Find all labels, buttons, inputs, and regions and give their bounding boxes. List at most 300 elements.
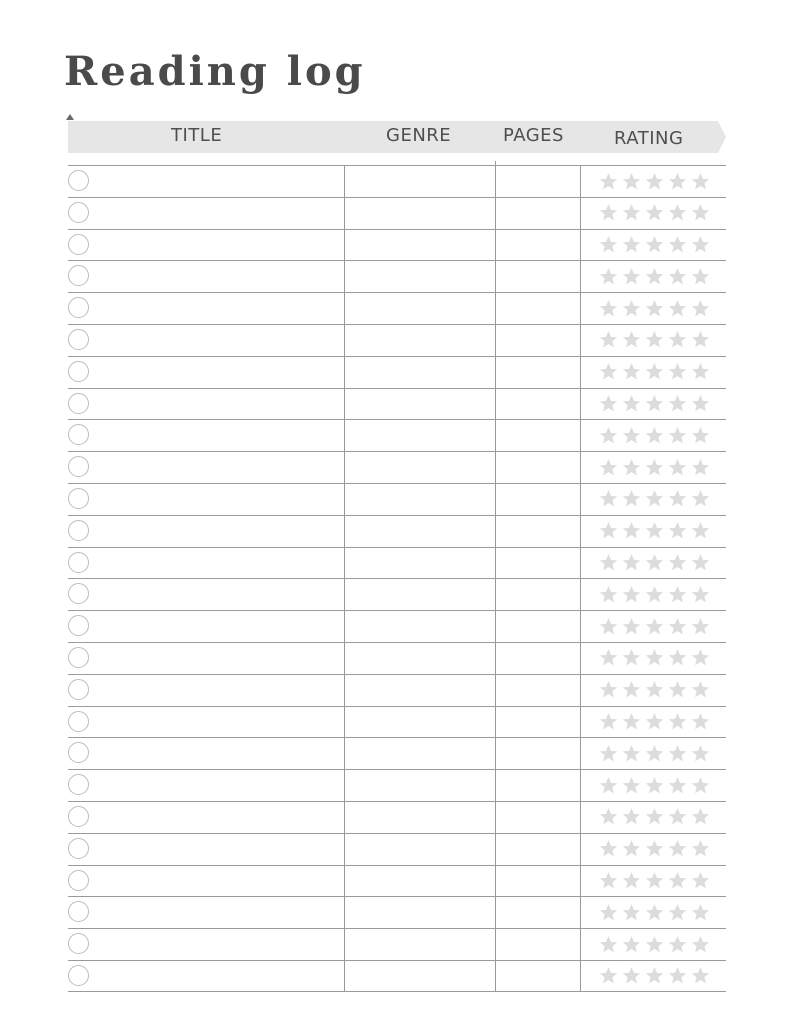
star-icon[interactable] [668,426,687,445]
circle-checkbox-icon[interactable] [68,265,89,286]
pages-cell[interactable] [496,643,580,674]
table-row [68,865,726,897]
star-icon[interactable] [668,648,687,667]
star-icon[interactable] [599,617,618,636]
genre-cell[interactable] [345,325,495,356]
star-icon[interactable] [668,903,687,922]
pages-cell[interactable] [496,357,580,388]
star-icon[interactable] [691,362,710,381]
genre-cell[interactable] [345,834,495,865]
star-icon[interactable] [645,458,664,477]
rating-cell [581,452,726,483]
genre-cell[interactable] [345,738,495,769]
title-cell[interactable] [94,707,344,738]
column-header-genre: GENRE [386,125,452,146]
star-icon[interactable] [668,394,687,413]
star-icon[interactable] [599,553,618,572]
star-rating [599,551,710,575]
star-icon[interactable] [645,267,664,286]
rating-cell [581,770,726,801]
pages-cell[interactable] [496,516,580,547]
genre-cell[interactable] [345,420,495,451]
title-cell[interactable] [94,230,344,261]
star-icon[interactable] [599,299,618,318]
star-icon[interactable] [668,617,687,636]
rating-cell [581,802,726,833]
star-icon[interactable] [691,903,710,922]
star-icon[interactable] [599,871,618,890]
star-rating [599,487,710,511]
star-rating [599,869,710,893]
genre-cell[interactable] [345,357,495,388]
pages-cell[interactable] [496,738,580,769]
title-cell[interactable] [94,961,344,991]
star-icon[interactable] [645,744,664,763]
pages-cell[interactable] [496,834,580,865]
star-icon[interactable] [645,680,664,699]
star-icon[interactable] [691,585,710,604]
pages-cell[interactable] [496,261,580,292]
star-rating [599,169,710,193]
pages-cell[interactable] [496,611,580,642]
star-rating [599,582,710,606]
star-icon[interactable] [599,680,618,699]
star-icon[interactable] [645,172,664,191]
genre-cell[interactable] [345,452,495,483]
genre-cell[interactable] [345,389,495,420]
circle-checkbox-icon[interactable] [68,329,89,350]
star-icon[interactable] [668,172,687,191]
star-icon[interactable] [645,394,664,413]
star-icon[interactable] [645,966,664,985]
table-row [68,165,726,197]
genre-cell[interactable] [345,897,495,928]
circle-checkbox-icon[interactable] [68,552,89,573]
genre-cell[interactable] [345,230,495,261]
star-icon[interactable] [599,648,618,667]
circle-checkbox-icon[interactable] [68,965,89,986]
circle-checkbox-icon[interactable] [68,297,89,318]
star-icon[interactable] [622,776,641,795]
genre-cell[interactable] [345,707,495,738]
pages-cell[interactable] [496,293,580,324]
star-icon[interactable] [599,521,618,540]
rating-cell [581,484,726,515]
star-icon[interactable] [691,172,710,191]
table-row [68,896,726,928]
star-icon[interactable] [645,648,664,667]
title-cell[interactable] [94,643,344,674]
star-rating [599,296,710,320]
star-icon[interactable] [599,712,618,731]
pages-cell[interactable] [496,866,580,897]
table-row [68,801,726,833]
star-icon[interactable] [599,966,618,985]
star-icon[interactable] [691,935,710,954]
genre-cell[interactable] [345,675,495,706]
star-icon[interactable] [622,966,641,985]
star-icon[interactable] [622,553,641,572]
rating-cell [581,961,726,991]
pages-cell[interactable] [496,961,580,991]
star-icon[interactable] [691,203,710,222]
star-icon[interactable] [668,235,687,254]
star-icon[interactable] [645,776,664,795]
title-cell[interactable] [94,484,344,515]
rating-cell [581,675,726,706]
star-icon[interactable] [622,648,641,667]
star-icon[interactable] [645,203,664,222]
star-icon[interactable] [645,935,664,954]
pages-cell[interactable] [496,897,580,928]
genre-cell[interactable] [345,961,495,991]
star-icon[interactable] [622,680,641,699]
pages-cell[interactable] [496,230,580,261]
title-cell[interactable] [94,420,344,451]
rating-cell [581,261,726,292]
circle-checkbox-icon[interactable] [68,393,89,414]
star-icon[interactable] [691,871,710,890]
star-icon[interactable] [668,712,687,731]
star-icon[interactable] [645,807,664,826]
table-row [68,229,726,261]
table-row [68,483,726,515]
rating-cell [581,357,726,388]
title-cell[interactable] [94,325,344,356]
rating-cell [581,866,726,897]
rating-cell [581,834,726,865]
circle-checkbox-icon[interactable] [68,679,89,700]
star-icon[interactable] [668,839,687,858]
star-rating [599,741,710,765]
star-icon[interactable] [645,553,664,572]
star-icon[interactable] [622,712,641,731]
circle-checkbox-icon[interactable] [68,202,89,223]
circle-checkbox-icon[interactable] [68,583,89,604]
table-row [68,324,726,356]
star-icon[interactable] [691,394,710,413]
pages-cell[interactable] [496,548,580,579]
title-cell[interactable] [94,293,344,324]
rating-cell [581,516,726,547]
star-icon[interactable] [645,489,664,508]
circle-checkbox-icon[interactable] [68,170,89,191]
pages-cell[interactable] [496,420,580,451]
star-rating [599,805,710,829]
genre-cell[interactable] [345,802,495,833]
pages-cell[interactable] [496,579,580,610]
star-icon[interactable] [622,744,641,763]
star-icon[interactable] [622,617,641,636]
column-header-title: TITLE [171,125,223,146]
rating-cell [581,738,726,769]
genre-cell[interactable] [345,929,495,960]
title-cell[interactable] [94,802,344,833]
star-icon[interactable] [668,585,687,604]
star-icon[interactable] [691,839,710,858]
title-cell[interactable] [94,866,344,897]
circle-checkbox-icon[interactable] [68,806,89,827]
title-cell[interactable] [94,770,344,801]
star-icon[interactable] [622,394,641,413]
column-header-pages: PAGES [503,125,564,146]
pages-cell[interactable] [496,389,580,420]
star-icon[interactable] [668,330,687,349]
pages-cell[interactable] [496,166,580,197]
genre-cell[interactable] [345,579,495,610]
circle-checkbox-icon[interactable] [68,711,89,732]
circle-checkbox-icon[interactable] [68,424,89,445]
genre-cell[interactable] [345,548,495,579]
rating-cell [581,897,726,928]
pages-cell[interactable] [496,802,580,833]
pages-cell[interactable] [496,929,580,960]
star-icon[interactable] [622,235,641,254]
star-rating [599,201,710,225]
circle-checkbox-icon[interactable] [68,615,89,636]
star-rating [599,360,710,384]
star-icon[interactable] [645,903,664,922]
star-icon[interactable] [599,903,618,922]
table-row [68,547,726,579]
star-icon[interactable] [645,362,664,381]
star-icon[interactable] [599,203,618,222]
star-rating [599,392,710,416]
title-cell[interactable] [94,452,344,483]
star-icon[interactable] [668,935,687,954]
star-icon[interactable] [668,807,687,826]
star-icon[interactable] [599,330,618,349]
star-icon[interactable] [599,776,618,795]
star-icon[interactable] [691,553,710,572]
star-icon[interactable] [622,458,641,477]
star-icon[interactable] [622,172,641,191]
circle-checkbox-icon[interactable] [68,901,89,922]
star-icon[interactable] [599,362,618,381]
circle-checkbox-icon[interactable] [68,933,89,954]
circle-checkbox-icon[interactable] [68,647,89,668]
star-icon[interactable] [622,839,641,858]
star-icon[interactable] [691,299,710,318]
star-rating [599,423,710,447]
table-row [68,706,726,738]
star-icon[interactable] [622,585,641,604]
star-icon[interactable] [645,330,664,349]
star-rating [599,678,710,702]
star-icon[interactable] [668,299,687,318]
star-icon[interactable] [668,362,687,381]
star-rating [599,264,710,288]
rating-cell [581,230,726,261]
star-icon[interactable] [622,807,641,826]
title-cell[interactable] [94,897,344,928]
table-row [68,833,726,865]
circle-checkbox-icon[interactable] [68,870,89,891]
star-icon[interactable] [622,267,641,286]
star-icon[interactable] [599,489,618,508]
star-icon[interactable] [668,776,687,795]
table-row [68,960,726,992]
star-icon[interactable] [645,426,664,445]
title-cell[interactable] [94,357,344,388]
pages-cell[interactable] [496,198,580,229]
column-divider-pages [495,161,496,992]
pages-cell[interactable] [496,484,580,515]
star-icon[interactable] [599,839,618,858]
rating-cell [581,707,726,738]
genre-cell[interactable] [345,484,495,515]
star-icon[interactable] [668,744,687,763]
star-rating [599,646,710,670]
star-icon[interactable] [599,807,618,826]
star-icon[interactable] [622,299,641,318]
star-icon[interactable] [691,807,710,826]
title-cell[interactable] [94,834,344,865]
star-icon[interactable] [599,935,618,954]
star-icon[interactable] [691,458,710,477]
genre-cell[interactable] [345,516,495,547]
star-icon[interactable] [668,966,687,985]
star-icon[interactable] [691,426,710,445]
star-icon[interactable] [645,617,664,636]
star-rating [599,519,710,543]
star-icon[interactable] [622,203,641,222]
table-row [68,642,726,674]
title-cell[interactable] [94,579,344,610]
title-cell[interactable] [94,738,344,769]
title-cell[interactable] [94,611,344,642]
column-divider-rating [580,165,581,992]
star-icon[interactable] [599,394,618,413]
pages-cell[interactable] [496,707,580,738]
rating-cell [581,325,726,356]
star-icon[interactable] [691,521,710,540]
star-icon[interactable] [691,648,710,667]
pages-cell[interactable] [496,675,580,706]
reading-log-table [68,165,726,992]
star-icon[interactable] [599,426,618,445]
star-rating [599,932,710,956]
genre-cell[interactable] [345,198,495,229]
rating-cell [581,166,726,197]
star-icon[interactable] [668,553,687,572]
star-icon[interactable] [622,903,641,922]
star-icon[interactable] [599,267,618,286]
table-row [68,197,726,229]
star-icon[interactable] [668,489,687,508]
table-row [68,292,726,324]
star-icon[interactable] [691,776,710,795]
rating-cell [581,389,726,420]
title-cell[interactable] [94,389,344,420]
genre-cell[interactable] [345,293,495,324]
star-icon[interactable] [622,935,641,954]
star-icon[interactable] [691,712,710,731]
genre-cell[interactable] [345,611,495,642]
star-icon[interactable] [668,458,687,477]
circle-checkbox-icon[interactable] [68,838,89,859]
star-icon[interactable] [599,744,618,763]
page-title: Reading log [64,48,366,95]
star-icon[interactable] [622,871,641,890]
star-icon[interactable] [622,330,641,349]
genre-cell[interactable] [345,166,495,197]
star-icon[interactable] [668,680,687,699]
star-icon[interactable] [622,489,641,508]
star-icon[interactable] [599,458,618,477]
title-cell[interactable] [94,516,344,547]
star-icon[interactable] [691,744,710,763]
title-cell[interactable] [94,929,344,960]
rating-cell [581,198,726,229]
genre-cell[interactable] [345,643,495,674]
pages-cell[interactable] [496,325,580,356]
star-icon[interactable] [599,172,618,191]
genre-cell[interactable] [345,261,495,292]
star-icon[interactable] [691,617,710,636]
star-icon[interactable] [599,235,618,254]
star-icon[interactable] [668,267,687,286]
rating-cell [581,643,726,674]
rating-cell [581,611,726,642]
star-icon[interactable] [622,521,641,540]
circle-checkbox-icon[interactable] [68,456,89,477]
star-rating [599,328,710,352]
star-icon[interactable] [622,362,641,381]
circle-checkbox-icon[interactable] [68,774,89,795]
star-icon[interactable] [645,712,664,731]
pages-cell[interactable] [496,770,580,801]
star-icon[interactable] [668,521,687,540]
star-icon[interactable] [691,235,710,254]
star-icon[interactable] [691,966,710,985]
title-cell[interactable] [94,261,344,292]
table-row [68,737,726,769]
table-row [68,356,726,388]
title-cell[interactable] [94,675,344,706]
star-icon[interactable] [645,521,664,540]
star-icon[interactable] [691,680,710,699]
table-row [68,674,726,706]
circle-checkbox-icon[interactable] [68,488,89,509]
star-icon[interactable] [645,235,664,254]
star-icon[interactable] [668,203,687,222]
title-cell[interactable] [94,548,344,579]
circle-checkbox-icon[interactable] [68,234,89,255]
star-icon[interactable] [645,299,664,318]
star-icon[interactable] [691,267,710,286]
star-icon[interactable] [622,426,641,445]
star-icon[interactable] [691,330,710,349]
title-cell[interactable] [94,198,344,229]
star-icon[interactable] [645,839,664,858]
genre-cell[interactable] [345,770,495,801]
circle-checkbox-icon[interactable] [68,520,89,541]
star-icon[interactable] [599,585,618,604]
table-row [68,260,726,292]
star-icon[interactable] [691,489,710,508]
table-row [68,769,726,801]
circle-checkbox-icon[interactable] [68,742,89,763]
title-cell[interactable] [94,166,344,197]
genre-cell[interactable] [345,866,495,897]
star-icon[interactable] [645,871,664,890]
star-icon[interactable] [668,871,687,890]
circle-checkbox-icon[interactable] [68,361,89,382]
pages-cell[interactable] [496,452,580,483]
star-icon[interactable] [645,585,664,604]
rating-cell [581,929,726,960]
